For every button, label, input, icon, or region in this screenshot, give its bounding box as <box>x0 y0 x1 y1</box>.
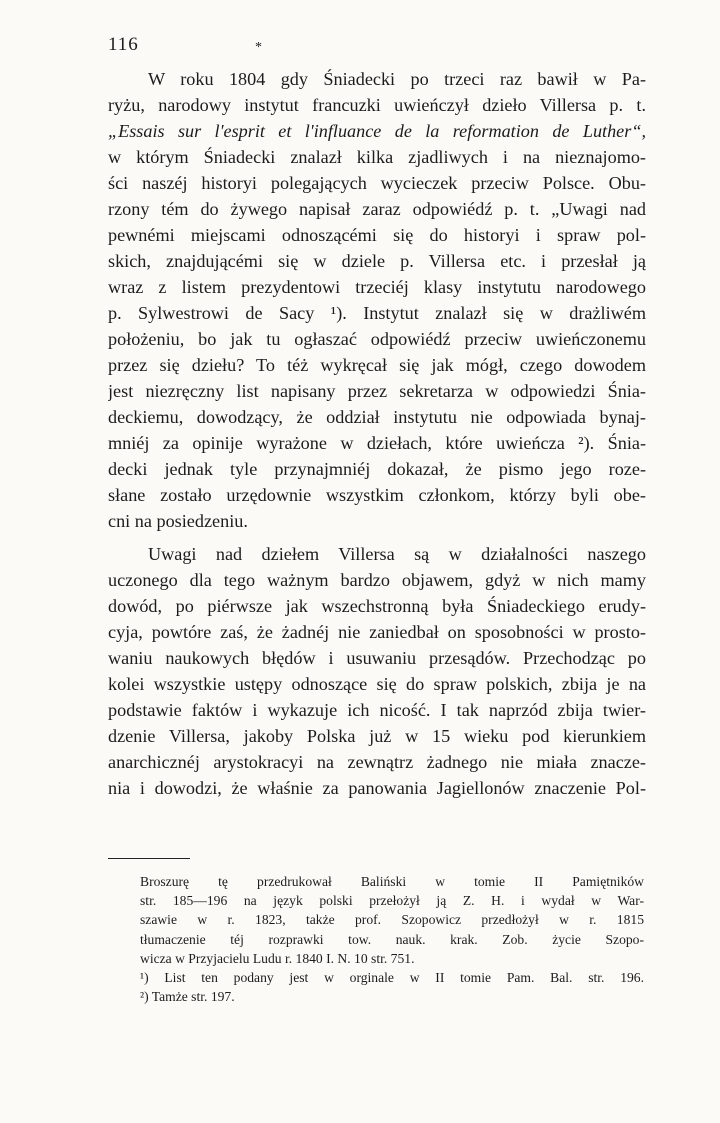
body-line: W roku 1804 gdy Śniadecki po trzeci raz bawił w Pa- <box>148 69 646 89</box>
body-line: uczonego dla tego ważnym bardzo objawem, gdyż w nich mamy <box>108 570 646 590</box>
body-line: cyja, powtóre zaś, że żadnéj nie zaniedbał on sposobności w prosto- <box>108 622 646 642</box>
body-line: waniu naukowych błędów i usuwaniu przesądów. Przechodząc po <box>108 648 646 668</box>
body-line: wraz z listem prezydentowi trzeciéj klasy instytutu narodowego <box>108 277 646 297</box>
body-text <box>108 66 646 801</box>
body-line: położeniu, bo jak tu ogłaszać odpowiédź przeciw uwieńczonemu <box>108 329 646 349</box>
body-line: p. Sylwestrowi de Sacy ¹). Instytut znalazł się w drażliwém <box>108 303 646 323</box>
body-line: jest niezręczny list napisany przez sekretarza w odpowiedzi Śnia- <box>108 381 646 401</box>
body-line: ryżu, narodowy instytut francuzki uwieńczył dzieło Villersa p. t. <box>108 95 646 115</box>
body-line: Uwagi nad dziełem Villersa są w działalności naszego <box>148 544 646 564</box>
body-line: „Essais sur l'esprit et l'influance de la reformation de Luther“, <box>108 121 646 141</box>
page-number: 116 <box>108 34 139 55</box>
body-line: słane zostało urzędownie wszystkim członkom, którzy byli obe- <box>108 485 646 505</box>
body-line: dowód, po piérwsze jak wszechstronną była Śniadeckiego erudy- <box>108 596 646 616</box>
footnote-line: ²) Tamże str. 197. <box>140 989 235 1005</box>
body-line: kolei wszystkie ustępy odnoszące się do spraw polskich, zbija je na <box>108 674 646 694</box>
footnote-line: wicza w Przyjacielu Ludu r. 1840 I. N. 10 str. 751. <box>140 950 415 966</box>
footnote-line: szawie w r. 1823, także prof. Szopowicz przedłożył w r. 1815 <box>140 912 644 928</box>
body-line: decki jednak tyle przynajmniéj dokazał, że pismo jego roze- <box>108 459 646 479</box>
footnote-line: ¹) List ten podany jest w orginale w II tomie Pam. Bal. str. 196. <box>140 969 644 985</box>
body-line: rzony tém do żywego napisał zaraz odpowiédź p. t. „Uwagi nad <box>108 199 646 219</box>
body-line: podstawie faktów i wykazuje ich nicość. I tak naprzód zbija twier- <box>108 700 646 720</box>
footnotes <box>140 872 644 1006</box>
body-line: anarchicznéj arystokracyi na zewnątrz żadnego nie miała znacze- <box>108 752 646 772</box>
body-line: deckiemu, dowodzący, że oddział instytutu nie odpowiada bynaj- <box>108 407 646 427</box>
body-line: dzenie Villersa, jakoby Polska już w 15 wieku pod kierunkiem <box>108 726 646 746</box>
body-line: ści naszéj historyi polegających wycieczek przeciw Polsce. Obu- <box>108 173 646 193</box>
body-line: skich, znajdującémi się w dziele p. Villersa etc. i przesłał ją <box>108 251 646 271</box>
body-line: nia i dowodzi, że właśnie za panowania Jagiellonów znaczenie Pol- <box>108 778 646 798</box>
body-line: cni na posiedzeniu. <box>108 511 248 531</box>
footnote-divider <box>108 858 190 859</box>
footnote-line: str. 185—196 na język polski przełożył ją Z. H. i wydał w War- <box>140 893 644 909</box>
footnote-line: tłumaczenie téj rozprawki tow. nauk. krak. Zob. życie Szopo- <box>140 931 644 947</box>
body-line: pewnémi miejscami odnoszącémi się do historyi i spraw pol- <box>108 225 646 245</box>
page-mark: * <box>255 40 262 55</box>
footnote-line: Broszurę tę przedrukował Baliński w tomie II Pamiętników <box>140 874 644 889</box>
body-line: mniéj za opinije wyrażone w dziełach, które uwieńcza ²). Śnia- <box>108 433 646 453</box>
body-line: przez się dziełu? To téż wykręcał się jak mógł, czego dowodem <box>108 355 646 375</box>
body-line: w którym Śniadecki znalazł kilka zjadliwych i na nieznajomo- <box>108 147 646 167</box>
